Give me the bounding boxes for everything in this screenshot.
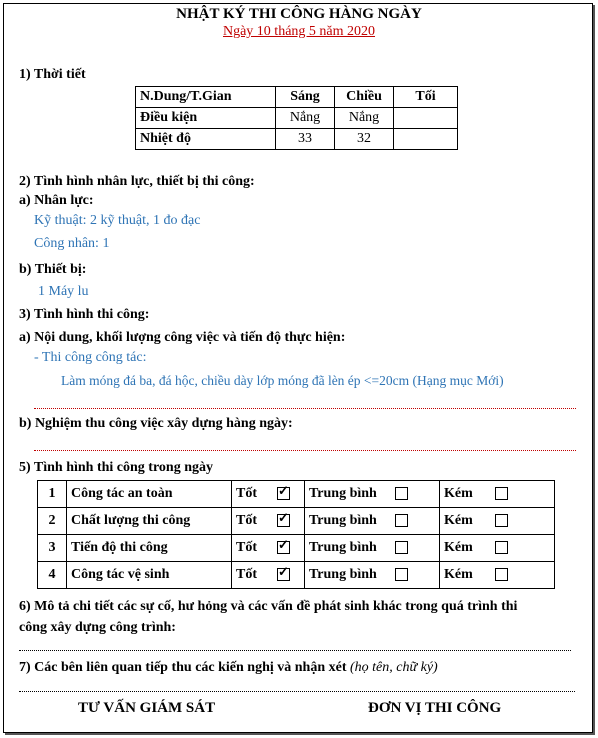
work-item-detail: Làm móng đá ba, đá hộc, chiều dày lớp móng đã lèn ép <=20cm (Hạng mục Mới) (61, 373, 504, 388)
date-line: Ngày 10 tháng 5 năm 2020 (222, 24, 376, 39)
option-average-label: Trung bình (309, 567, 377, 582)
dotted-line (19, 650, 571, 651)
work-item-label: - Thi công công tác: (34, 350, 147, 365)
equipment-line: 1 Máy lu (38, 284, 89, 299)
row-label: Công tác vệ sinh (67, 562, 232, 589)
row-number: 1 (38, 481, 67, 508)
weather-cell: Nắng (335, 108, 394, 129)
weather-header: N.Dung/T.Gian (136, 87, 276, 108)
labor-heading: a) Nhân lực: (19, 193, 94, 208)
weather-header: Tối (394, 87, 458, 108)
option-poor-label: Kém (444, 486, 473, 501)
weather-cell: Nắng (276, 108, 335, 129)
equipment-heading: b) Thiết bị: (19, 262, 87, 277)
weather-header: Chiều (335, 87, 394, 108)
incidents-heading-line2: công xây dựng công trình: (19, 620, 176, 635)
stakeholders-heading-line (19, 660, 438, 676)
status-table (37, 480, 555, 589)
table-row (38, 508, 555, 535)
weather-cell: 33 (276, 129, 335, 150)
checkbox-poor[interactable] (495, 568, 508, 581)
row-label: Công tác an toàn (67, 481, 232, 508)
option-poor-label: Kém (444, 567, 473, 582)
row-number: 3 (38, 535, 67, 562)
dotted-line (19, 691, 575, 692)
signature-supervisor: TƯ VẤN GIÁM SÁT (78, 700, 216, 716)
option-good-label: Tốt (236, 486, 257, 501)
checkbox-good[interactable] (277, 514, 290, 527)
page-title: NHẬT KÝ THI CÔNG HÀNG NGÀY (176, 6, 422, 22)
construction-heading: 3) Tình hình thi công: (19, 307, 150, 322)
work-content-heading: a) Nội dung, khối lượng công việc và tiến độ thực hiện: (19, 330, 346, 345)
incidents-heading-line1: 6) Mô tả chi tiết các sự cố, hư hỏng và các vấn đề phát sinh khác trong quá trình thi (19, 599, 518, 614)
daily-status-heading: 5) Tình hình thi công trong ngày (19, 460, 213, 475)
table-row (38, 562, 555, 589)
dotted-line (34, 408, 576, 409)
checkbox-good[interactable] (277, 487, 290, 500)
row-number: 4 (38, 562, 67, 589)
resources-heading: 2) Tình hình nhân lực, thiết bị thi công: (19, 174, 255, 189)
dotted-line (34, 450, 576, 451)
table-row (38, 535, 555, 562)
stakeholders-heading: 7) Các bên liên quan tiếp thu các kiến nghị và nhận xét (19, 660, 347, 675)
stakeholders-note: (họ tên, chữ ký) (350, 660, 438, 675)
option-average-label: Trung bình (309, 540, 377, 555)
weather-row-label: Nhiệt độ (136, 129, 276, 150)
weather-header: Sáng (276, 87, 335, 108)
labor-technical: Kỹ thuật: 2 kỹ thuật, 1 đo đạc (34, 213, 201, 228)
checkbox-average[interactable] (395, 541, 408, 554)
checkbox-poor[interactable] (495, 514, 508, 527)
option-average-label: Trung bình (309, 513, 377, 528)
weather-cell: 32 (335, 129, 394, 150)
option-good-label: Tốt (236, 513, 257, 528)
checkbox-poor[interactable] (495, 487, 508, 500)
table-row (38, 481, 555, 508)
row-label: Tiến độ thi công (67, 535, 232, 562)
checkbox-average[interactable] (395, 568, 408, 581)
option-good-label: Tốt (236, 540, 257, 555)
row-number: 2 (38, 508, 67, 535)
weather-heading: 1) Thời tiết (19, 67, 86, 82)
weather-table (135, 86, 458, 150)
acceptance-heading: b) Nghiệm thu công việc xây dựng hàng ngày: (19, 416, 293, 431)
weather-row-label: Điều kiện (136, 108, 276, 129)
row-label: Chất lượng thi công (67, 508, 232, 535)
checkbox-good[interactable] (277, 541, 290, 554)
checkbox-poor[interactable] (495, 541, 508, 554)
weather-cell (394, 129, 458, 150)
option-good-label: Tốt (236, 567, 257, 582)
labor-workers: Công nhân: 1 (34, 236, 110, 251)
option-poor-label: Kém (444, 540, 473, 555)
checkbox-good[interactable] (277, 568, 290, 581)
option-average-label: Trung bình (309, 486, 377, 501)
weather-cell (394, 108, 458, 129)
option-poor-label: Kém (444, 513, 473, 528)
checkbox-average[interactable] (395, 487, 408, 500)
signature-contractor: ĐƠN VỊ THI CÔNG (368, 700, 502, 716)
checkbox-average[interactable] (395, 514, 408, 527)
